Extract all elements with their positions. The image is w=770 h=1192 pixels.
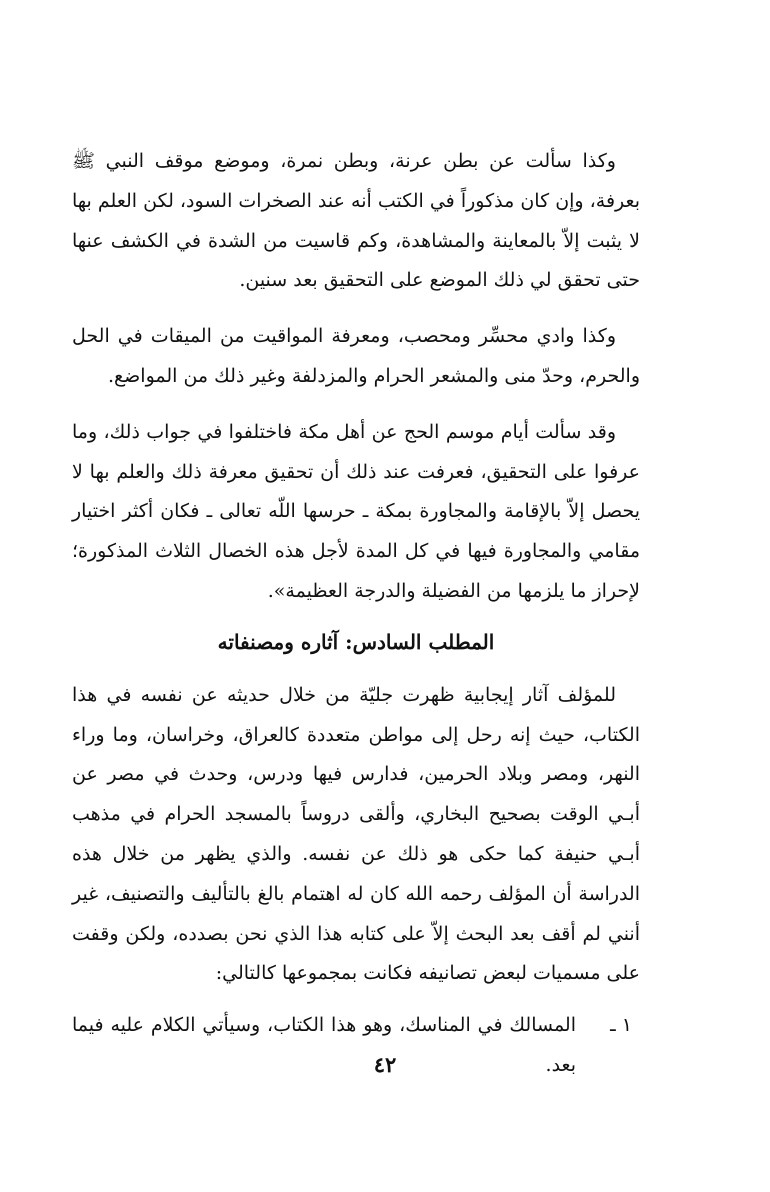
body-paragraph: وكذا سألت عن بطن عرنة، وبطن نمرة، وموضع موقف النبي ﷺ بعرفة، وإن كان مذكوراً في الكتب أنه عند الصخرات السود، لكن العلم بها لا يثبت إلاّ بالمعاينة والمشاهدة، وكم قاسيت من الشدة في الكشف عنها حتى تحقق لي ذلك الموضع على التحقيق بعد سنين. xyxy=(72,150,640,292)
list-item-number: ١ ـ xyxy=(610,1014,632,1037)
body-paragraph: وقد سألت أيام موسم الحج عن أهل مكة فاختلفوا في جواب ذلك، وما عرفوا على التحقيق، فعرفت عند ذلك أن تحقيق معرفة ذلك والعلم بها لا يحصل إلاّ بالإقامة والمجاورة بمكة ـ حرسها اللّه تعالى ـ فكان أكثر اختيار مقامي والمجاورة فيها في كل المدة لأجل هذه الخصال الثلاث المذكورة؛ لإحراز ما يلزمها من الفضيلة والدرجة العظيمة». xyxy=(72,420,640,602)
body-paragraph: وكذا وادي محسِّر ومحصب، ومعرفة المواقيت من الميقات في الحل والحرم، وحدّ منى والمشعر الحرام والمزدلفة وغير ذلك من المواضع. xyxy=(72,325,640,387)
list-item-text: المسالك في المناسك، وهو هذا الكتاب، وسيأتي الكلام عليه فيما بعد. xyxy=(72,1014,576,1076)
page-number: ٤٢ xyxy=(373,1052,397,1077)
section-heading: المطلب السادس: آثاره ومصنفاته xyxy=(217,629,495,654)
page-body xyxy=(72,142,640,1086)
body-paragraph: للمؤلف آثار إيجابية ظهرت جليّة من خلال حديثه عن نفسه في هذا الكتاب، حيث إنه رحل إلى مواطن متعددة كالعراق، وخراسان، وما وراء النهر، ومصر وبلاد الحرمين، فدارس فيها ودرس، وحدث في مصر عن أبـي الوقت بصحيح البخاري، وألقى دروساً بالمسجد الحرام في مذهب أبـي حنيفة كما حكى هو ذلك عن نفسه. والذي يظهر من خلال هذه الدراسة أن المؤلف رحمه الله كان له اهتمام بالغ بالتأليف والتصنيف، غير أنني لم أقف بعد البحث إلاّ على كتابه هذا الذي نحن بصدده، ولكن وقفت على مسميات لبعض تصانيفه فكانت بمجموعها كالتالي: xyxy=(72,683,640,985)
